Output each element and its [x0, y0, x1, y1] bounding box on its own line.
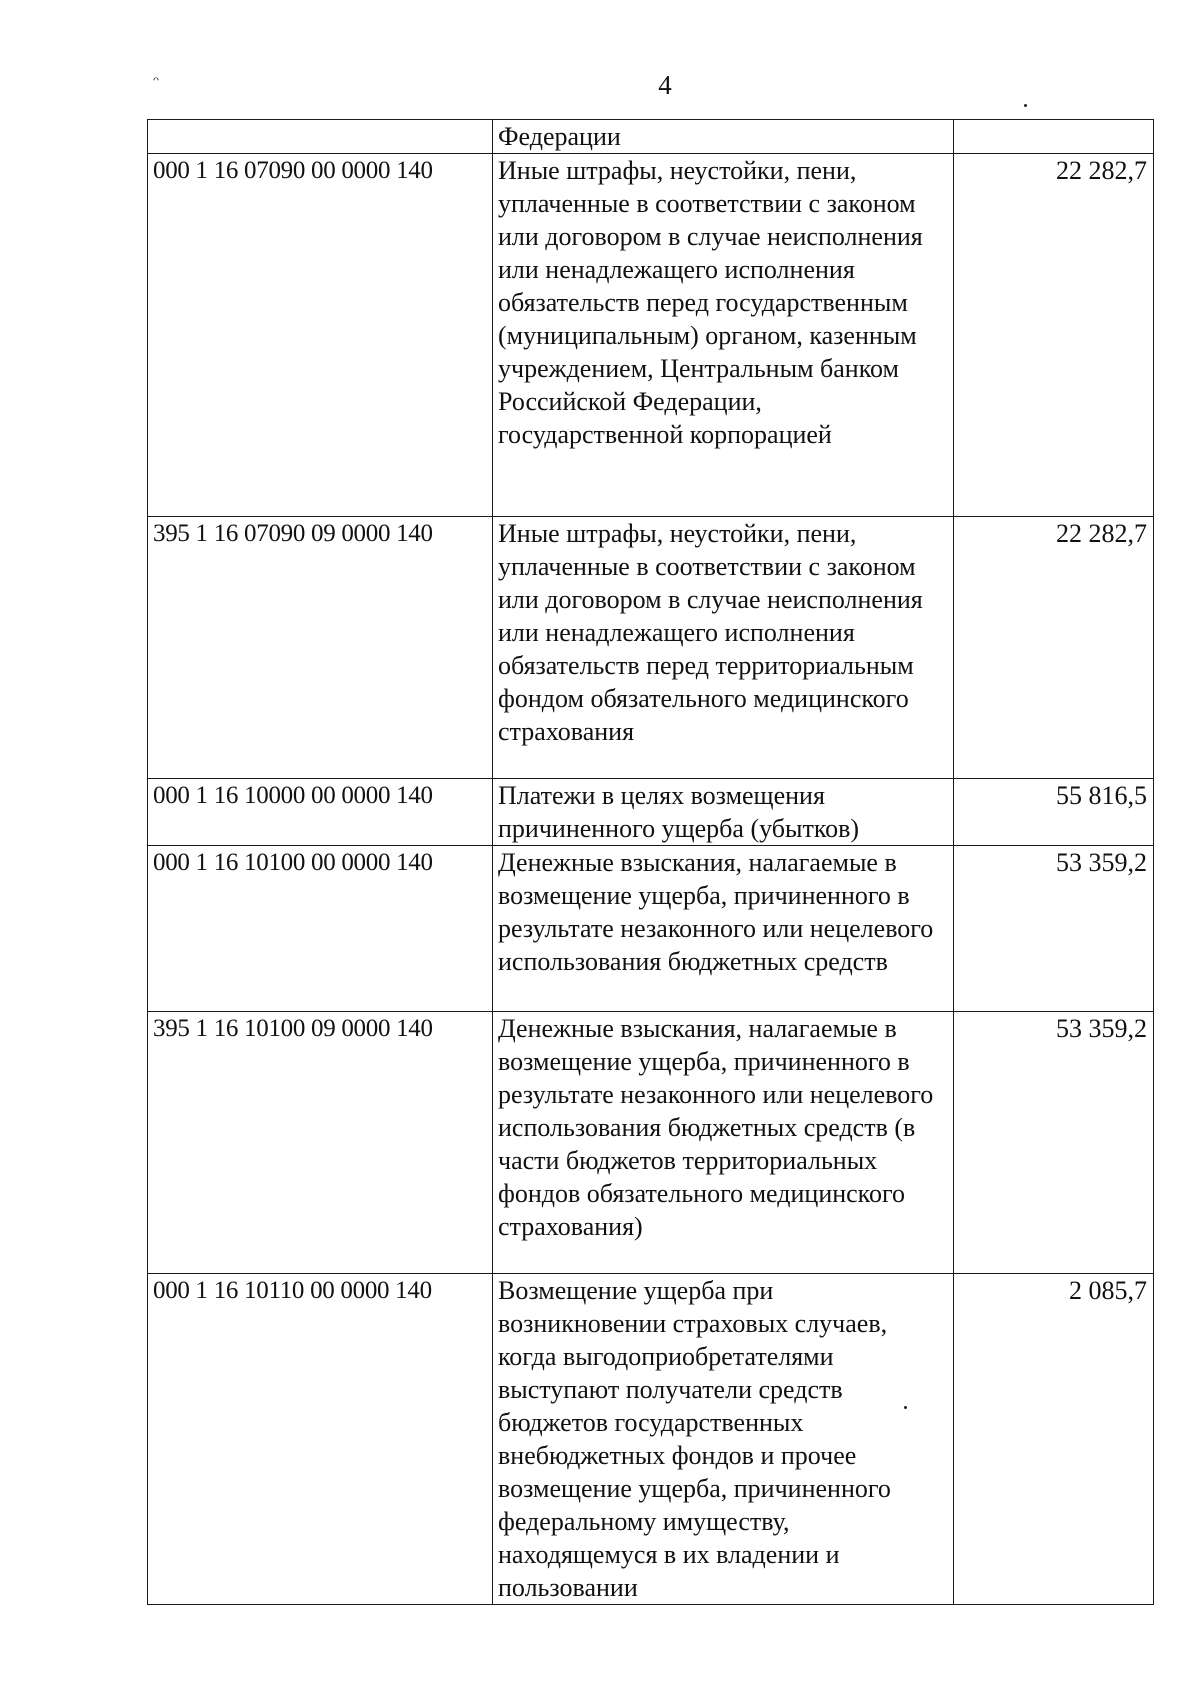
- budget-code-cell: 395 1 16 10100 09 0000 140: [148, 1012, 493, 1274]
- revenue-name-cell: Возмещение ущерба при возникновении страховых случаев, когда выгодоприобретателями выступают получатели средств бюджетов государственных внебюджетных фондов и прочее возмещение ущерба, причиненного федеральному имуществу, находящемуся в их владении и пользовании: [493, 1274, 954, 1605]
- page-number: 4: [658, 70, 672, 100]
- scan-speck: [1024, 104, 1027, 107]
- amount-cell: 22 282,7: [954, 154, 1154, 517]
- table-row: [148, 1274, 1154, 1605]
- table-row: [148, 846, 1154, 1012]
- revenue-name-cell: Федерации: [493, 120, 954, 154]
- table-row-continuation: [148, 120, 1154, 154]
- amount-cell: [954, 120, 1154, 154]
- revenue-name-cell: Денежные взыскания, налагаемые в возмещение ущерба, причиненного в результате незаконного или нецелевого использования бюджетных средств (в части бюджетов территориальных фондов обязательного медицинского страхования): [493, 1012, 954, 1274]
- amount-cell: 53 359,2: [954, 846, 1154, 1012]
- amount-cell: 2 085,7: [954, 1274, 1154, 1605]
- table-row: [148, 779, 1154, 846]
- amount-cell: 55 816,5: [954, 779, 1154, 846]
- table-row: [148, 517, 1154, 779]
- amount-cell: 53 359,2: [954, 1012, 1154, 1274]
- amount-cell: 22 282,7: [954, 517, 1154, 779]
- table-row: [148, 1012, 1154, 1274]
- scan-speck: ᴖ: [153, 72, 159, 86]
- table-row: [148, 154, 1154, 517]
- budget-code-cell: 000 1 16 10110 00 0000 140: [148, 1274, 493, 1605]
- revenue-name-cell: Денежные взыскания, налагаемые в возмещение ущерба, причиненного в результате незаконного или нецелевого использования бюджетных средств: [493, 846, 954, 1012]
- budget-code-cell: 395 1 16 07090 09 0000 140: [148, 517, 493, 779]
- revenue-name-cell: Иные штрафы, неустойки, пени, уплаченные в соответствии с законом или договором в случае неисполнения или ненадлежащего исполнения обязательств перед территориальным фондом обязательного медицинского страхования: [493, 517, 954, 779]
- budget-revenue-table: [147, 119, 1154, 1605]
- budget-code-cell: [148, 120, 493, 154]
- revenue-name-cell: Иные штрафы, неустойки, пени, уплаченные в соответствии с законом или договором в случае неисполнения или ненадлежащего исполнения обязательств перед государственным (муниципальным) органом, казенным учреждением, Центральным банком Российской Федерации, государственной корпорацией: [493, 154, 954, 517]
- revenue-name-cell: Платежи в целях возмещения причиненного ущерба (убытков): [493, 779, 954, 846]
- budget-code-cell: 000 1 16 10100 00 0000 140: [148, 846, 493, 1012]
- budget-code-cell: 000 1 16 07090 00 0000 140: [148, 154, 493, 517]
- budget-code-cell: 000 1 16 10000 00 0000 140: [148, 779, 493, 846]
